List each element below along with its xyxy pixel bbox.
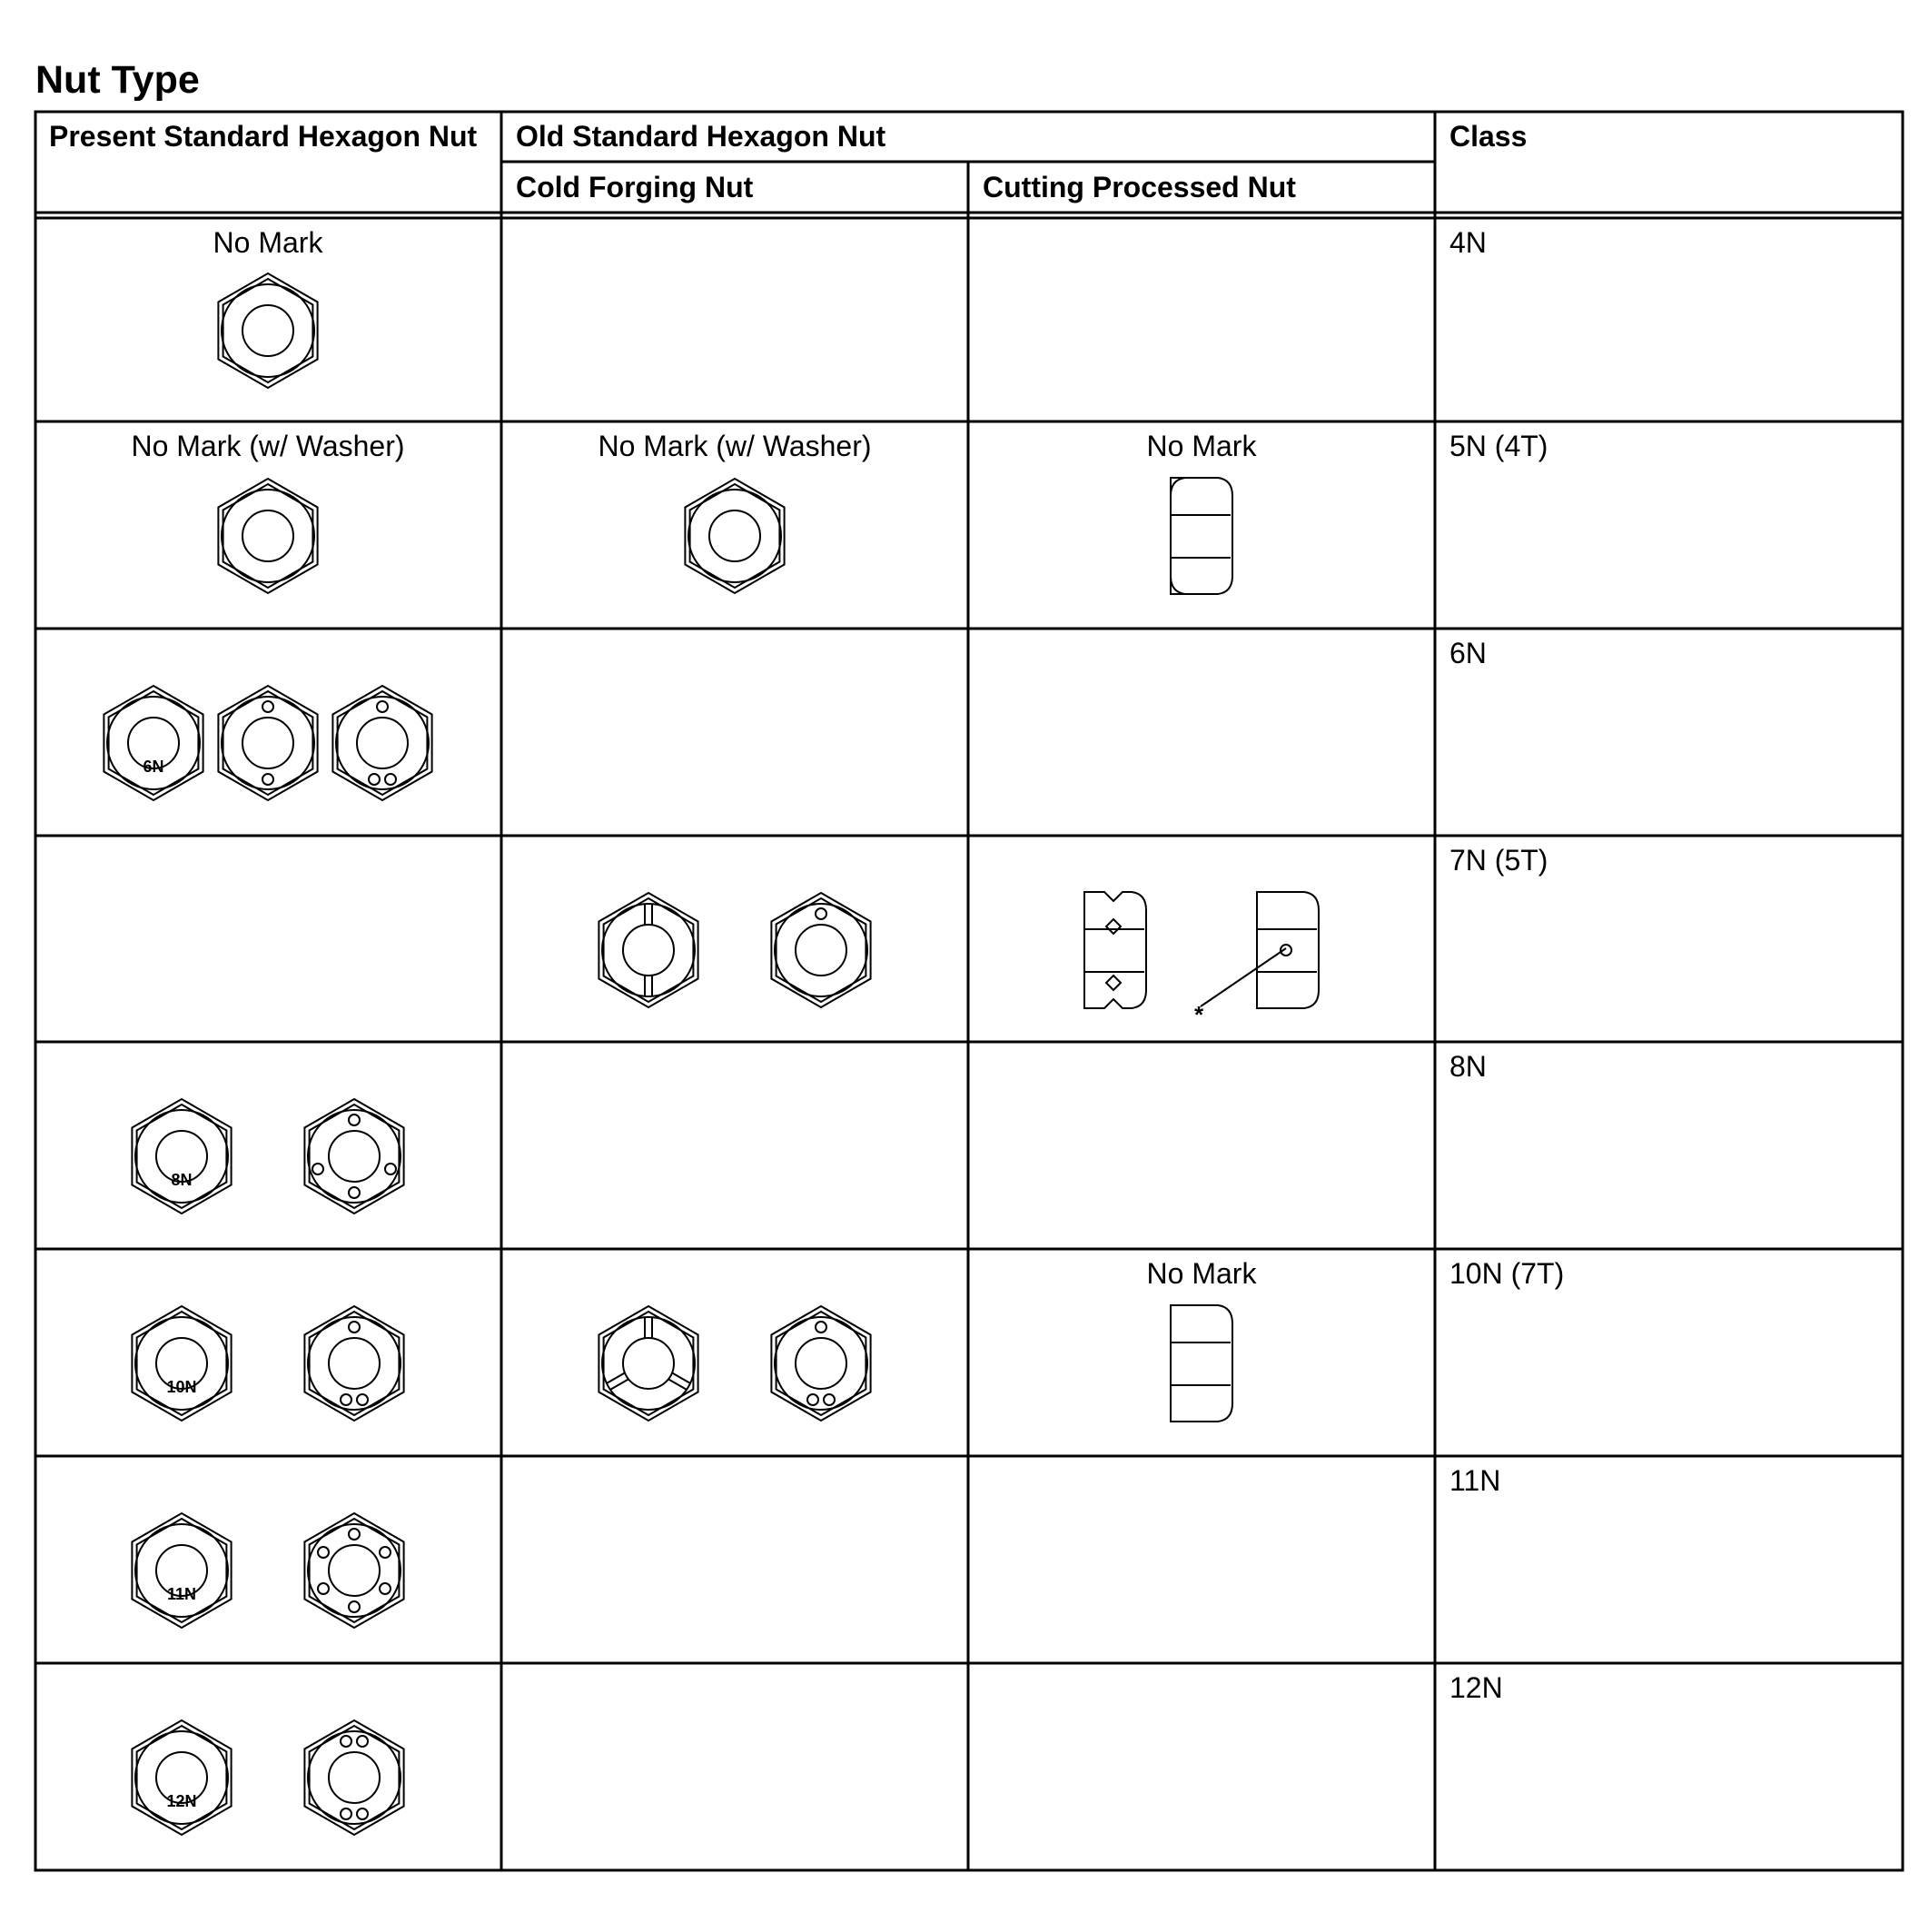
present-mark-label: No Mark <box>213 226 323 259</box>
class-value: 6N <box>1449 637 1487 669</box>
hex-nut-lines-3-icon <box>594 1304 703 1422</box>
cold-mark-label: No Mark (w/ Washer) <box>598 430 872 462</box>
cut-mark-label: No Mark <box>1146 430 1257 462</box>
hex-nut-dot-1-icon <box>767 891 875 1009</box>
strength-mark-text: 11N <box>166 1585 197 1603</box>
header-old-standard: Old Standard Hexagon Nut <box>516 120 886 153</box>
strength-mark-text: 12N <box>166 1792 197 1810</box>
class-value: 7N (5T) <box>1449 844 1548 877</box>
header-present-standard: Present Standard Hexagon Nut <box>49 120 478 153</box>
hex-nut-dots-2-icon <box>213 684 322 802</box>
page-title: Nut Type <box>35 58 200 102</box>
hex-nut-no-mark-icon <box>680 477 789 595</box>
present-mark-label: No Mark (w/ Washer) <box>131 430 405 462</box>
class-value: 8N <box>1449 1050 1487 1083</box>
header-cutting-processed: Cutting Processed Nut <box>983 171 1296 203</box>
class-value: 4N <box>1449 226 1487 259</box>
asterisk-note-mark: * <box>1193 1000 1204 1028</box>
nut-side-view-chamfer-icon <box>1163 476 1240 596</box>
class-value: 12N <box>1449 1671 1503 1704</box>
hex-nut-8n-mark-icon <box>127 1097 236 1215</box>
strength-mark-text: 10N <box>166 1378 197 1396</box>
cut-mark-label: No Mark <box>1146 1257 1257 1290</box>
header-cold-forging: Cold Forging Nut <box>516 171 754 203</box>
hex-nut-11n-mark-icon <box>127 1511 236 1630</box>
hex-nut-dots-6-icon <box>300 1511 409 1630</box>
header-class: Class <box>1449 120 1528 153</box>
class-value: 11N <box>1449 1464 1501 1497</box>
hex-nut-10n-mark-icon <box>127 1304 236 1422</box>
hex-nut-12n-mark-icon <box>127 1719 236 1837</box>
hex-nut-dots-3-icon <box>300 1304 409 1422</box>
hex-nut-line-1-icon <box>594 891 703 1009</box>
hex-nut-dots-3-icon <box>767 1304 875 1422</box>
class-value: 5N (4T) <box>1449 430 1548 462</box>
hex-nut-dots-4-icon <box>300 1097 409 1215</box>
hex-nut-no-mark-icon <box>213 477 322 595</box>
leader-line <box>1197 941 1288 1014</box>
nut-side-view-groove-icon <box>1077 890 1153 1010</box>
hex-nut-dots-4-paired-icon <box>300 1719 409 1837</box>
class-value: 10N (7T) <box>1449 1257 1565 1290</box>
nut-side-view-plain-icon <box>1163 1303 1240 1423</box>
hex-nut-dots-3-icon <box>328 684 437 802</box>
strength-mark-text: 8N <box>171 1171 193 1189</box>
hex-nut-6n-mark-icon <box>99 684 208 802</box>
hex-nut-no-mark-icon <box>213 272 322 390</box>
strength-mark-text: 6N <box>143 758 164 776</box>
